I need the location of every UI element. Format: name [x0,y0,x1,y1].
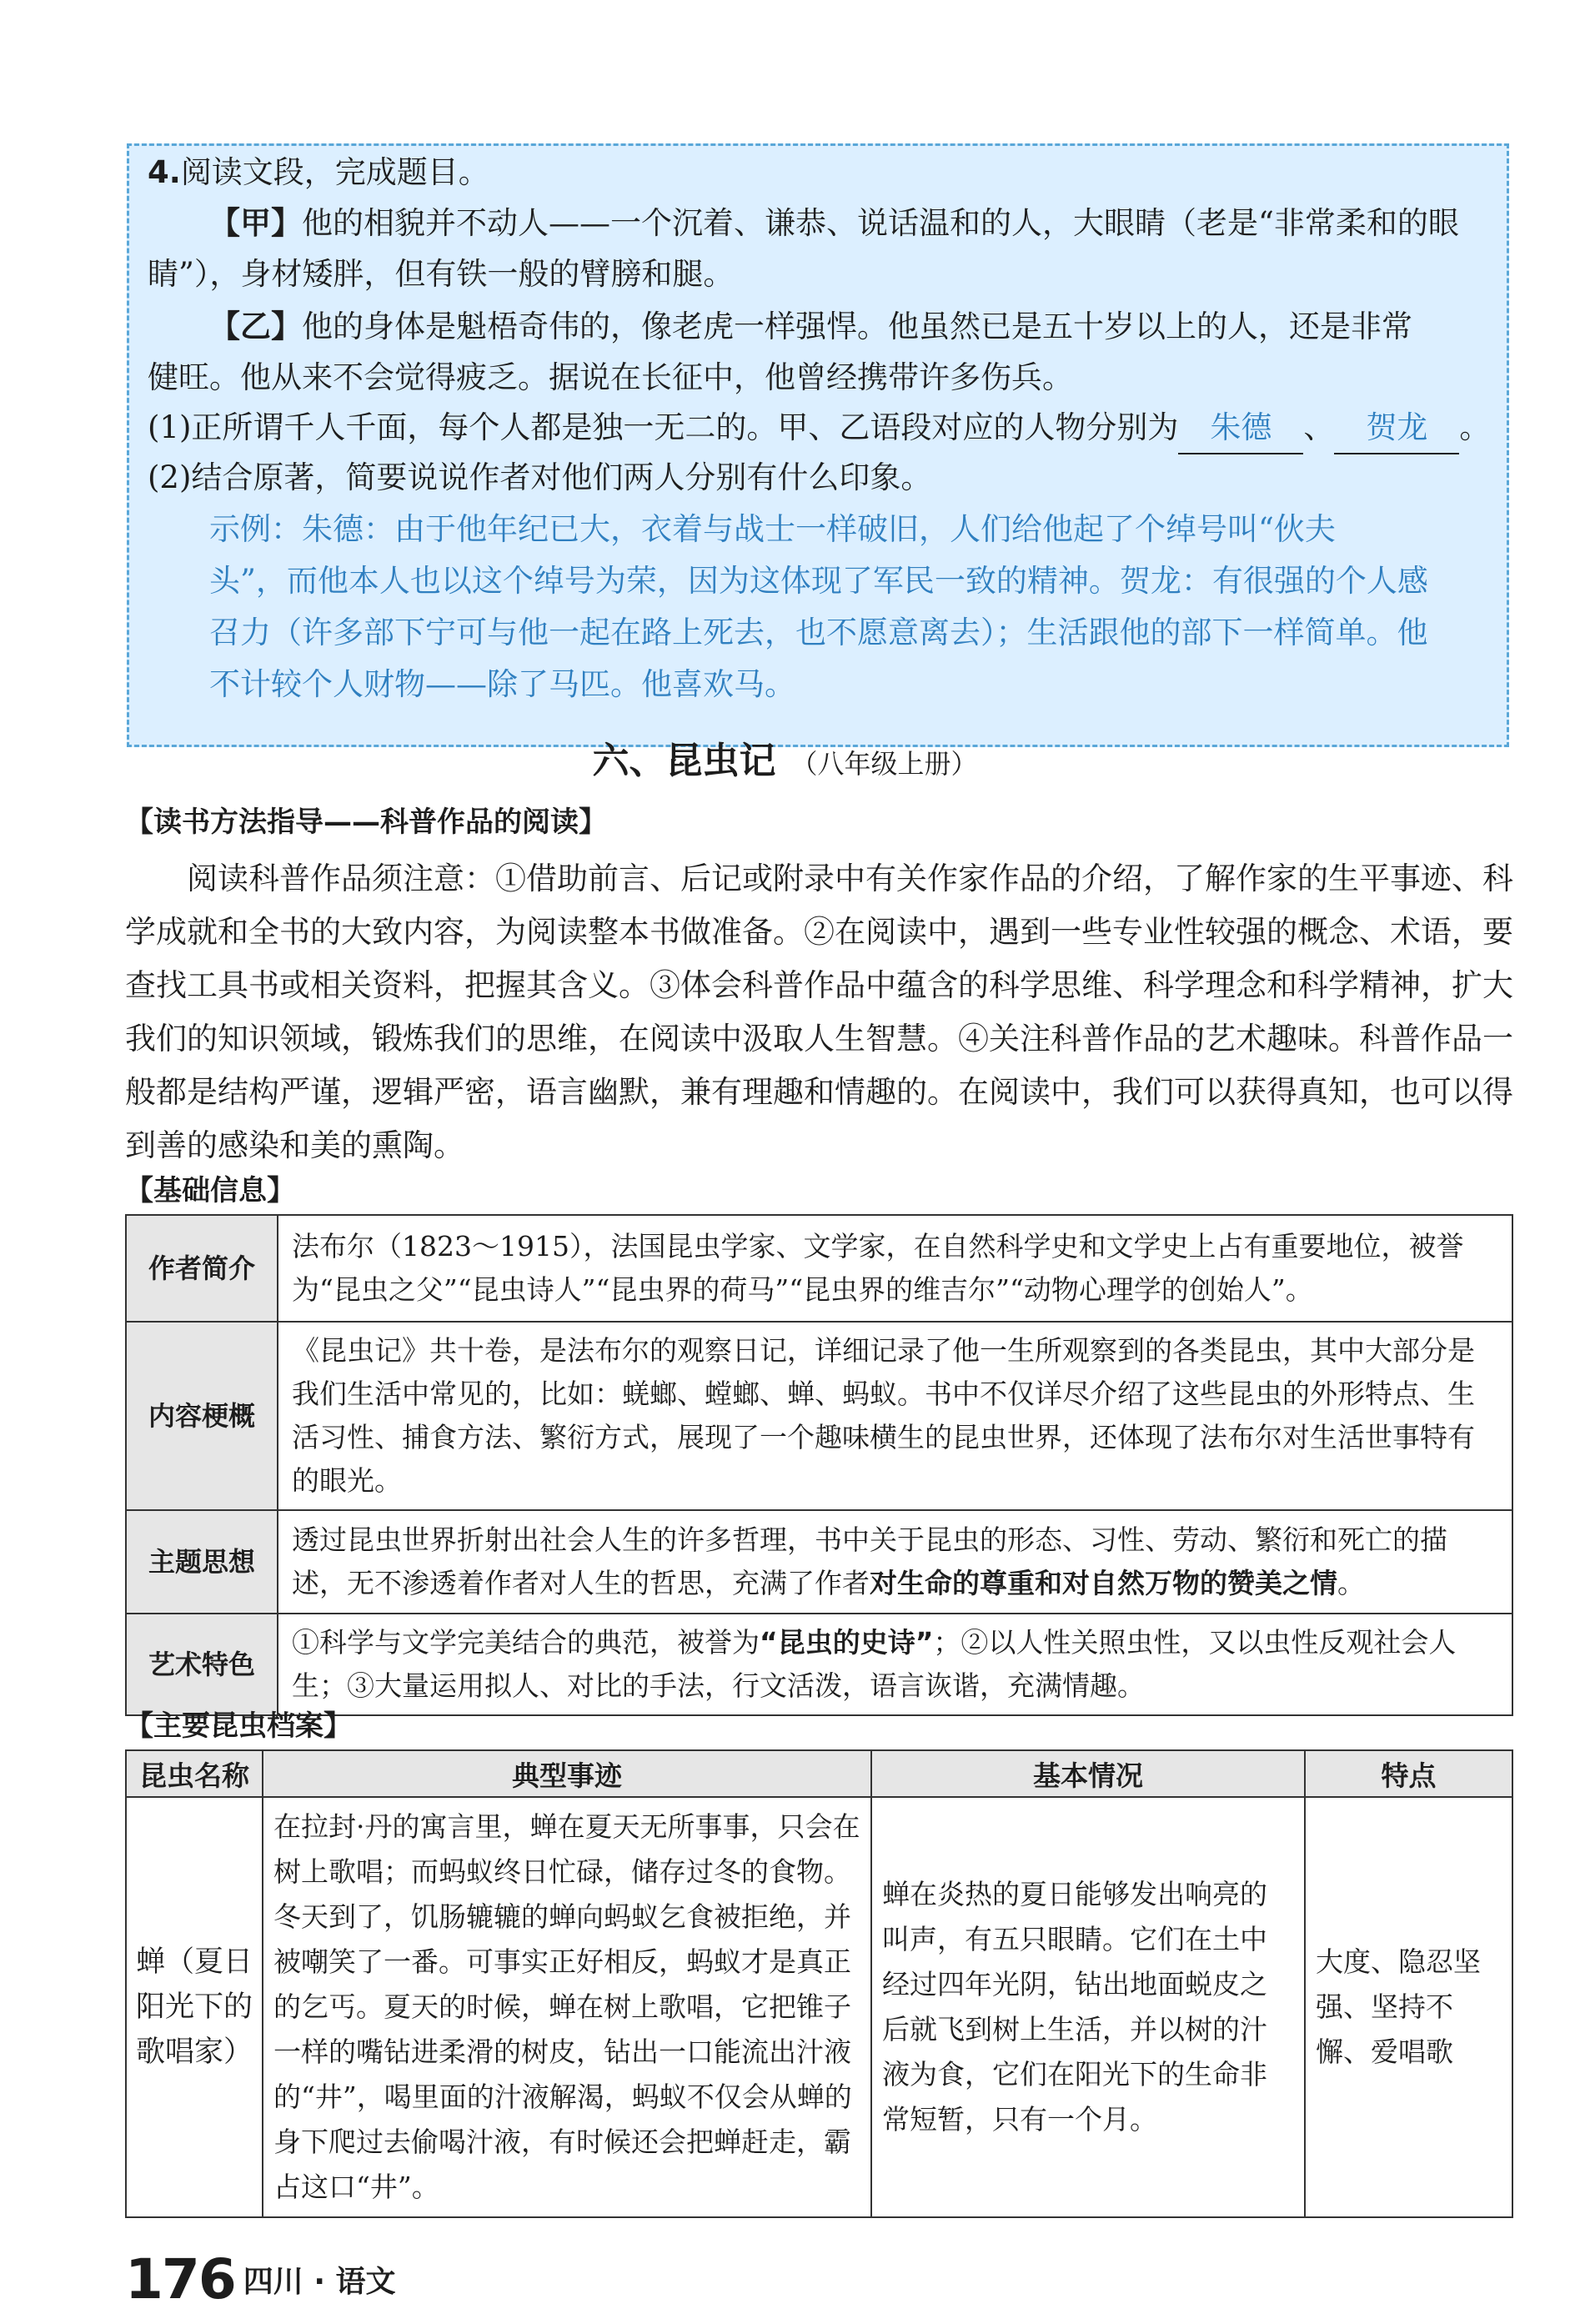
section-title: 六、昆虫记 （八年级上册） [592,740,978,782]
basic-info-heading: 【基础信息】 [125,1174,295,1207]
insect-basic: 蝉在炎热的夏日能够发出响亮的叫声，有五只眼睛。它们在土中经过四年光阴，钻出地面蜕皮之后就飞到树上生活，并以树的汁液为食，它们在阳光下的生命非常短暂，只有一个月。 [871,1797,1305,2217]
subquestion-1: (1)正所谓千人千面，每个人都是独一无二的。甲、乙语段对应的人物分别为 朱德 、 贺龙 。 [148,403,1492,454]
insects-heading: 【主要昆虫档案】 [125,1709,352,1743]
passage-jia-line2: 睛”），身材矮胖，但有铁一般的臂膀和腿。 [148,256,735,292]
insect-traits: 大度、隐忍坚强、坚持不懈、爱唱歌 [1305,1797,1512,2217]
insect-name: 蝉（夏日阳光下的歌唱家） [126,1797,263,2217]
highlight-text: 对生命的尊重和对自然万物的赞美之情 [870,1567,1337,1599]
section-subtitle: （八年级上册） [790,748,978,780]
subquestion-2: (2)结合原著，简要说说作者对他们两人分别有什么印象。 [148,459,932,495]
column-header: 基本情况 [871,1750,1305,1797]
passage-yi-line1: 【乙】他的身体是魁梧奇伟的，像老虎一样强悍。他虽然已是五十岁以上的人，还是非常 [209,308,1412,344]
page-footer [125,2247,396,2311]
insects-table [125,1749,1513,2218]
row-label: 作者简介 [126,1215,278,1322]
row-text: 法布尔（1823～1915），法国昆虫学家、文学家，在自然科学史和文学史上占有重要地位，被誉为“昆虫之父”“昆虫诗人”“昆虫界的荷马”“昆虫界的维吉尔”“动物心理学的创始人”。 [278,1215,1512,1322]
passage-yi-line2: 健旺。他从来不会觉得疲乏。据说在长征中，他曾经携带许多伤兵。 [148,359,1073,395]
guide-paragraph: 阅读科普作品须注意：①借助前言、后记或附录中有关作家作品的介绍，了解作家的生平事迹、科学成就和全书的大致内容，为阅读整本书做准备。②在阅读中，遇到一些专业性较强的概念、术语，要查找工具书或相关资料，把握其含义。③体会科普作品中蕴含的科学思维、科学理念和科学精神，扩大我们的知识领域，锻炼我们的思维，在阅读中汲取人生智慧。④关注科普作品的艺术趣味。科普作品一般都是结构严谨，逻辑严密，语言幽默，兼有理趣和情趣的。在阅读中，我们可以获得真知，也可以得到善的感染和美的熏陶。 [125,861,1513,1163]
answer-line-3: 召力（许多部下宁可与他一起在路上死去，也不愿意离去）；生活跟他的部下一样简单。他 [209,615,1428,650]
table-row [126,1614,1512,1715]
table-header-row [126,1750,1512,1797]
table-row [126,1510,1512,1614]
table-row [126,1797,1512,2217]
row-label: 内容梗概 [126,1322,278,1510]
insect-deeds: 在拉封·丹的寓言里，蝉在夏天无所事事，只会在树上歌唱；而蚂蚁终日忙碌，储存过冬的食物。冬天到了，饥肠辘辘的蝉向蚂蚁乞食被拒绝，并被嘲笑了一番。可事实正好相反，蚂蚁才是真正的乞丐。夏天的时候，蝉在树上歌唱，它把锥子一样的嘴钻进柔滑的树皮，钻出一口能流出汁液的“井”，喝里面的汁液解渴，蚂蚁不仅会从蝉的身下爬过去偷喝汁液，有时候还会把蝉赶走，霸占这口“井”。 [263,1797,871,2217]
question-prompt: 4.阅读文段，完成题目。 [148,154,489,190]
answer-blank-1: 朱德 [1178,403,1303,454]
exercise-box [127,143,1509,747]
highlight-text: “昆虫的史诗” [760,1626,934,1659]
page-number: 176 [125,2247,235,2311]
column-header: 特点 [1305,1750,1512,1797]
table-row [126,1322,1512,1510]
row-text: ①科学与文学完美结合的典范，被誉为“昆虫的史诗”；②以人性关照虫性，又以虫性反观社会人生；③大量运用拟人、对比的手法，行文活泼，语言诙谐，充满情趣。 [278,1614,1512,1715]
row-text: 《昆虫记》共十卷，是法布尔的观察日记，详细记录了他一生所观察到的各类昆虫，其中大部分是我们生活中常见的，比如：蜣螂、螳螂、蝉、蚂蚁。书中不仅详尽介绍了这些昆虫的外形特点、生活习性、捕食方法、繁衍方式，展现了一个趣味横生的昆虫世界，还体现了法布尔对生活世事特有的眼光。 [278,1322,1512,1510]
column-header: 昆虫名称 [126,1750,263,1797]
answer-blank-2: 贺龙 [1334,403,1459,454]
guide-heading: 【读书方法指导——科普作品的阅读】 [125,806,607,839]
basic-info-table [125,1214,1513,1716]
answer-line-2: 头”，而他本人也以这个绰号为荣，因为这体现了军民一致的精神。贺龙：有很强的个人感 [209,563,1428,599]
answer-line-4: 不计较个人财物——除了马匹。他喜欢马。 [209,666,795,702]
table-row [126,1215,1512,1322]
answer-line-1: 示例：朱德：由于他年纪已大，衣着与战士一样破旧，人们给他起了个绰号叫“伙夫 [209,511,1336,547]
row-label: 主题思想 [126,1510,278,1614]
passage-jia-line1: 【甲】他的相貌并不动人——一个沉着、谦恭、说话温和的人，大眼睛（老是“非常柔和的眼 [209,204,1459,241]
row-text: 透过昆虫世界折射出社会人生的许多哲理，书中关于昆虫的形态、习性、劳动、繁衍和死亡的描述，无不渗透着作者对人生的哲思，充满了作者对生命的尊重和对自然万物的赞美之情。 [278,1510,1512,1614]
column-header: 典型事迹 [263,1750,871,1797]
footer-subject: 四川 · 语文 [243,2265,396,2299]
row-label: 艺术特色 [126,1614,278,1715]
